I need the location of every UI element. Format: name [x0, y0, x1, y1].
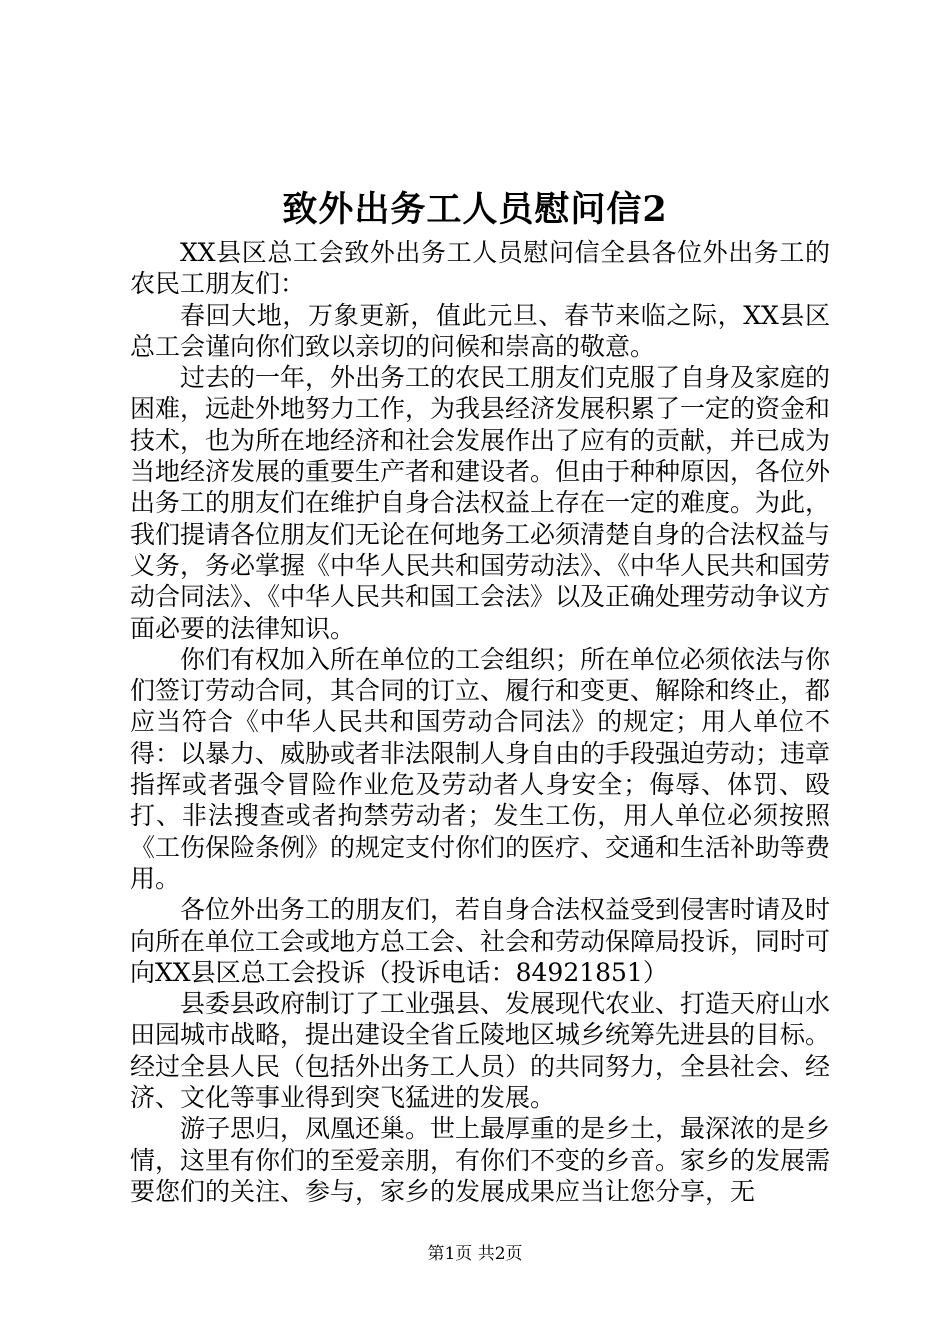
- paragraph-complaints: 各位外出务工的朋友们，若自身合法权益受到侵害时请及时向所在单位工会或地方总工会、社会和劳动保障局投诉，同时可向XX县区总工会投诉（投诉电话：84921851）: [130, 895, 831, 987]
- document-body: [130, 237, 830, 1207]
- paragraph-homeland: 游子思归，凤凰还巢。世上最厚重的是乡土，最深浓的是乡情，这里有你们的至爱亲朋，有你们不变的乡音。家乡的发展需要您们的关注、参与，家乡的发展成果应当让您分享，无: [130, 1114, 831, 1206]
- paragraph-salutation: XX县区总工会致外出务工人员慰问信全县各位外出务工的农民工朋友们：: [130, 238, 830, 299]
- paragraph-county-strategy: 县委县政府制订了工业强县、发展现代农业、打造天府山水田园城市战略，提出建设全省丘陵地区城乡统筹先进县的目标。经过全县人民（包括外出务工人员）的共同努力，全县社会、经济、文化等事业得到突飞猛进的发展。: [130, 989, 831, 1113]
- paragraph-rights: 你们有权加入所在单位的工会组织；所在单位必须依法与你们签订劳动合同，其合同的订立、履行和变更、解除和终止，都应当符合《中华人民共和国劳动合同法》的规定；用人单位不得：以暴力、威胁或者非法限制人身自由的手段强迫劳动；违章指挥或者强令冒险作业危及劳动者人身安全；侮辱、体罚、殴打、非法搜查或者拘禁劳动者；发生工伤，用人单位必须按照《工伤保险条例》的规定支付你们的医疗、交通和生活补助等费用。: [130, 644, 831, 893]
- document-title: 致外出务工人员慰问信2: [282, 189, 668, 230]
- page-number-footer: 第1页 共2页: [427, 1244, 523, 1264]
- paragraph-past-year: 过去的一年，外出务工的农民工朋友们克服了自身及家庭的困难，远赴外地努力工作，为我县经济发展积累了一定的资金和技术，也为所在地经济和社会发展作出了应有的贡献，并已成为当地经济发展的重要生产者和建设者。但由于种种原因，各位外出务工的朋友们在维护自身合法权益上存在一定的难度。为此，我们提请各位朋友们无论在何地务工必须清楚自身的合法权益与义务，务必掌握《中华人民共和国劳动法》、《中华人民共和国劳动合同法》、《中华人民共和国工会法》以及正确处理劳动争议方面必要的法律知识。: [130, 363, 831, 643]
- paragraph-greeting: 春回大地，万象更新，值此元旦、春节来临之际，XX县区总工会谨向你们致以亲切的问候和崇高的敬意。: [130, 300, 830, 361]
